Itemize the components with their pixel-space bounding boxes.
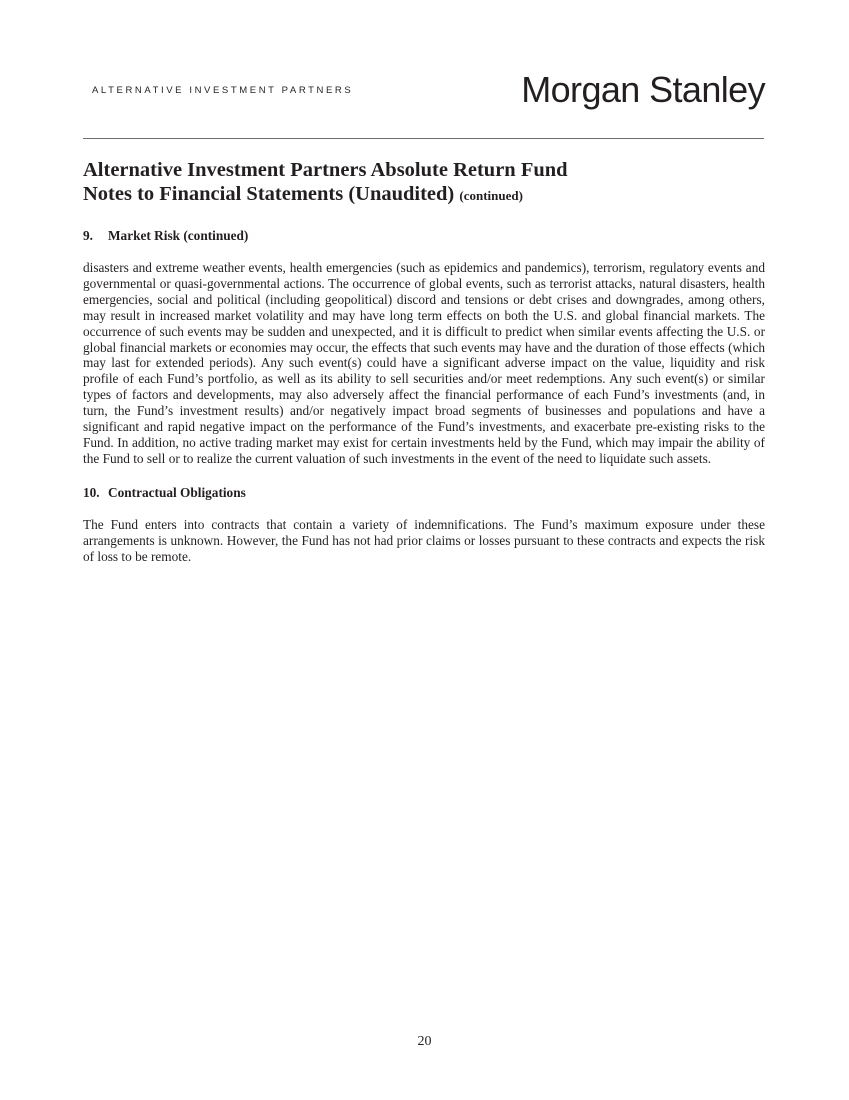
document-title <box>83 158 765 208</box>
title-notes: Notes to Financial Statements (Unaudited) <box>83 183 455 205</box>
morgan-stanley-logo: Morgan Stanley <box>521 69 765 110</box>
section-number: 9. <box>83 228 93 243</box>
contractual-obligations-paragraph: The Fund enters into contracts that contain a variety of indemnifications. The Fund’s maximum exposure under these arrangements is unknown. However, the Fund has not had prior claims or losses pursuant to these contracts and expects the risk of loss to be remote. <box>83 516 765 564</box>
header-divider <box>83 138 764 139</box>
title-fund-name: Alternative Investment Partners Absolute Return Fund <box>83 159 568 181</box>
section-number: 10. <box>83 484 100 500</box>
header-tagline: ALTERNATIVE INVESTMENT PARTNERS <box>92 85 354 96</box>
section-heading-contractual-obligations <box>83 485 765 501</box>
title-continued: (continued) <box>459 188 523 203</box>
document-body <box>83 158 765 565</box>
section-title: Contractual Obligations <box>108 484 246 500</box>
page-number: 20 <box>417 1034 432 1049</box>
market-risk-paragraph: disasters and extreme weather events, health emergencies (such as epidemics and pandemics), terrorism, regulatory events and governmental or quasi-governmental actions. The occurrence of global events, such as terrorist attacks, natural disasters, health emergencies, social and political (including geopolitical) discord and tensions or debt crises and downgrades, among others, may result in increased market volatility and may have long term effects on both the U.S. and global financial markets. The occurrence of such events may be sudden and unexpected, and it is difficult to predict when similar events affecting the U.S. or global financial markets or economies may occur, the effects that such events may have and the duration of those effects (which may last for extended periods). Any such event(s) could have a significant adverse impact on the value, liquidity and risk profile of each Fund’s portfolio, as well as its ability to sell securities and/or meet redemptions. Any such event(s) or similar types of factors and developments, may also adversely affect the financial performance of each Fund’s investments (and, in turn, the Fund’s investment results) and/or negatively impact broad segments of businesses and populations and have a significant and rapid negative impact on the performance of the Fund’s investments, and exacerbate pre-existing risks to the Fund. In addition, no active trading market may exist for certain investments held by the Fund, which may impair the ability of the Fund to sell or to realize the current valuation of such investments in the event of the need to liquidate such assets. <box>83 260 765 466</box>
section-title: Market Risk (continued) <box>108 228 249 243</box>
title-notes-line <box>83 182 765 208</box>
section-heading-market-risk <box>83 228 765 244</box>
